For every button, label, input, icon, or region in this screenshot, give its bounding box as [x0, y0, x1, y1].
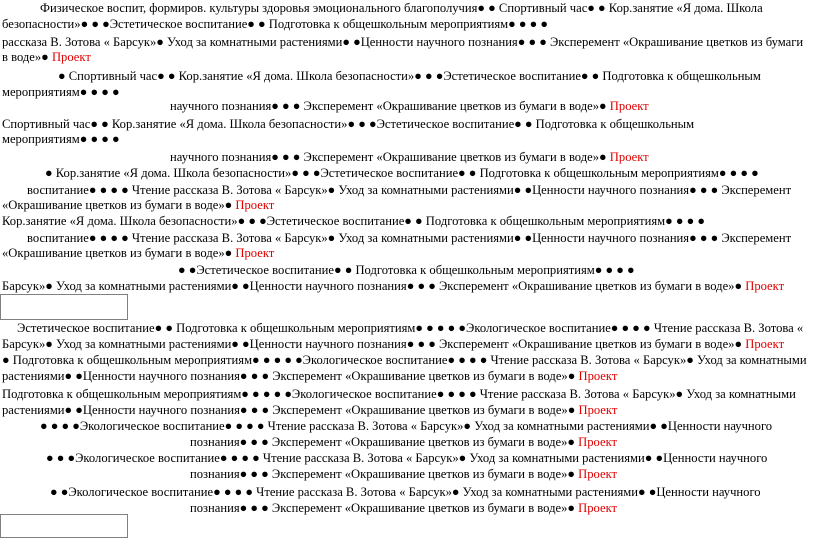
text-line-4: в воде»● Проект [2, 50, 91, 64]
text-line-9: мероприятиям● ● ● ● [2, 132, 120, 146]
text-line-11: ● Кор.занятие «Я дома. Школа безопасности»● ● ●Эстетическое воспитание● ● Подготовка к общешкольным мероприятиям● ● ● ● [45, 166, 759, 180]
text-line-20: Барсук»● Уход за комнатными растениями● ●Ценности научного познания● ● ● Эксперемент «Окрашивание цветков из бумаги в воде»● Проект [2, 337, 785, 351]
text-line-13: «Окрашивание цветков из бумаги в воде»● Проект [2, 198, 275, 212]
text-line-28: познания● ● ● Эксперемент «Окрашивание цветков из бумаги в воде»● Проект [190, 467, 618, 481]
text-line-8: Спортивный час● ● Кор.занятие «Я дома. Школа безопасности»● ● ●Эстетическое воспитание● ● Подготовка к общешкольным [2, 117, 695, 131]
text-line-19: Эстетическое воспитание● ● Подготовка к общешкольным мероприятиям● ● ● ● ●Экологическое воспитание● ● ● ● Чтение рассказа В. Зотова « [17, 321, 804, 335]
empty-frame-top [0, 294, 128, 320]
text-line-12: воспитание● ● ● ● Чтение рассказа В. Зотова « Барсук»● Уход за комнатными растениями● ●Ценности научного познания● ● ● Эксперемент [27, 183, 792, 197]
text-line-2: безопасности»● ● ●Эстетическое воспитание● ● Подготовка к общешкольным мероприятиям● ● ● ● [2, 17, 548, 31]
text-line-5: ● Спортивный час● ● Кор.занятие «Я дома. Школа безопасности»● ● ●Эстетическое воспитание● ● Подготовка к общешкольным [58, 69, 761, 83]
text-line-25: ● ● ● ●Экологическое воспитание● ● ● ● Чтение рассказа В. Зотова « Барсук»● Уход за комнатными растениями● ●Ценности научного [40, 419, 773, 433]
text-line-18: Барсук»● Уход за комнатными растениями● ●Ценности научного познания● ● ● Эксперемент «Окрашивание цветков из бумаги в воде»● Проект [2, 279, 785, 293]
text-line-7: научного познания● ● ● Эксперемент «Окрашивание цветков из бумаги в воде»● Проект [170, 99, 649, 113]
text-line-15: воспитание● ● ● ● Чтение рассказа В. Зотова « Барсук»● Уход за комнатными растениями● ●Ценности научного познания● ● ● Эксперемент [27, 231, 792, 245]
text-line-17: ● ●Эстетическое воспитание● ● Подготовка к общешкольным мероприятиям● ● ● ● [178, 263, 635, 277]
text-line-6: мероприятиям● ● ● ● [2, 85, 120, 99]
text-line-10: научного познания● ● ● Эксперемент «Окрашивание цветков из бумаги в воде»● Проект [170, 150, 649, 164]
text-line-26: познания● ● ● Эксперемент «Окрашивание цветков из бумаги в воде»● Проект [190, 435, 618, 449]
text-line-29: ● ●Экологическое воспитание● ● ● ● Чтение рассказа В. Зотова « Барсук»● Уход за комнатными растениями● ●Ценности научного [50, 485, 761, 499]
text-line-16: «Окрашивание цветков из бумаги в воде»● Проект [2, 246, 275, 260]
text-line-23: Подготовка к общешкольным мероприятиям● ● ● ● ●Экологическое воспитание● ● ● ● Чтение рассказа В. Зотова « Барсук»● Уход за комнатными [2, 387, 796, 401]
text-line-14: Кор.занятие «Я дома. Школа безопасности»● ● ●Эстетическое воспитание● ● Подготовка к общешкольным мероприятиям● ● ● ● [2, 214, 705, 228]
empty-frame-bottom [0, 514, 128, 538]
text-line-24: растениями● ●Ценности научного познания● ● ● Эксперемент «Окрашивание цветков из бумаги в воде»● Проект [2, 403, 618, 417]
text-line-1: Физическое воспит, формиров. культуры здоровья эмоционального благополучия● ● Спортивный час● ● Кор.занятие «Я дома. Школа [40, 1, 763, 15]
text-line-21: ● Подготовка к общешкольным мероприятиям● ● ● ● ●Экологическое воспитание● ● ● ● Чтение рассказа В. Зотова « Барсук»● Уход за комнатными [2, 353, 807, 367]
text-line-30: познания● ● ● Эксперемент «Окрашивание цветков из бумаги в воде»● Проект [190, 501, 618, 515]
text-line-3: рассказа В. Зотова « Барсук»● Уход за комнатными растениями● ●Ценности научного познания● ● ● Эксперемент «Окрашивание цветков из бумаги [2, 35, 804, 49]
text-line-22: растениями● ●Ценности научного познания● ● ● Эксперемент «Окрашивание цветков из бумаги в воде»● Проект [2, 369, 618, 383]
text-line-27: ● ● ●Экологическое воспитание● ● ● ● Чтение рассказа В. Зотова « Барсук»● Уход за комнатными растениями● ●Ценности научного [46, 451, 768, 465]
